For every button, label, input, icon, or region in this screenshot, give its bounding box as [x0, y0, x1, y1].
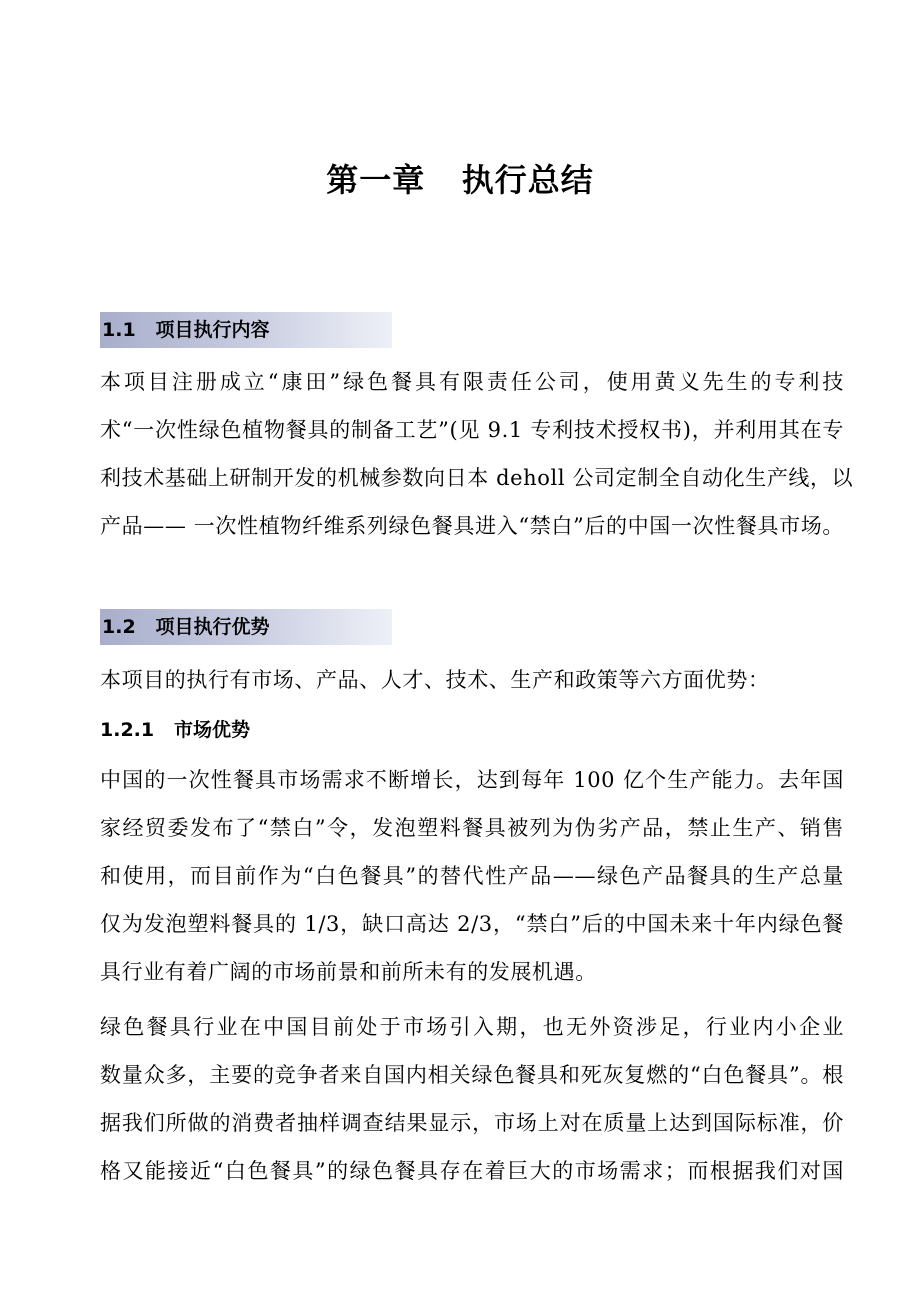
- text-line: 绿色餐具行业在中国目前处于市场引入期，也无外资涉足，行业内小企业: [100, 1015, 844, 1039]
- paragraph-advantages-intro: [100, 656, 844, 704]
- section-heading-1-1: 1.1 项目执行内容: [100, 312, 392, 348]
- text-line: 利技术基础上研制开发的机械参数向日本 deholl 公司定制全自动化生产线，以: [100, 466, 854, 490]
- paragraph-project-content: [100, 358, 854, 550]
- paragraph-market-advantage-2: [100, 1003, 844, 1195]
- text-line: 本项目的执行有市场、产品、人才、技术、生产和政策等六方面优势：: [100, 668, 770, 692]
- chapter-title: 第一章 执行总结: [326, 161, 594, 199]
- text-line: 据我们所做的消费者抽样调查结果显示，市场上对在质量上达到国际标准，价: [100, 1111, 844, 1135]
- text-line: 和使用，而目前作为“白色餐具”的替代性产品——绿色产品餐具的生产总量: [100, 864, 844, 888]
- text-line: 具行业有着广阔的市场前景和前所未有的发展机遇。: [100, 960, 597, 984]
- text-line: 产品—— 一次性植物纤维系列绿色餐具进入“禁白”后的中国一次性餐具市场。: [100, 514, 844, 538]
- text-line: 家经贸委发布了“禁白”令，发泡塑料餐具被列为伪劣产品，禁止生产、销售: [100, 816, 844, 840]
- text-line: 中国的一次性餐具市场需求不断增长，达到每年 100 亿个生产能力。去年国: [100, 768, 844, 792]
- text-line: 仅为发泡塑料餐具的 1/3，缺口高达 2/3，“禁白”后的中国未来十年内绿色餐: [100, 912, 844, 936]
- subsection-heading-1-2-1: 1.2.1 市场优势: [100, 719, 250, 741]
- text-line: 本项目注册成立“康田”绿色餐具有限责任公司，使用黄义先生的专利技: [100, 370, 844, 394]
- text-line: 格又能接近“白色餐具”的绿色餐具存在着巨大的市场需求；而根据我们对国: [100, 1159, 844, 1183]
- text-line: 术“一次性绿色植物餐具的制备工艺”(见 9.1 专利技术授权书)，并利用其在专: [100, 418, 844, 442]
- section-heading-1-2: 1.2 项目执行优势: [100, 609, 392, 645]
- paragraph-market-advantage-1: [100, 756, 844, 996]
- text-line: 数量众多，主要的竞争者来自国内相关绿色餐具和死灰复燃的“白色餐具”。根: [100, 1063, 844, 1087]
